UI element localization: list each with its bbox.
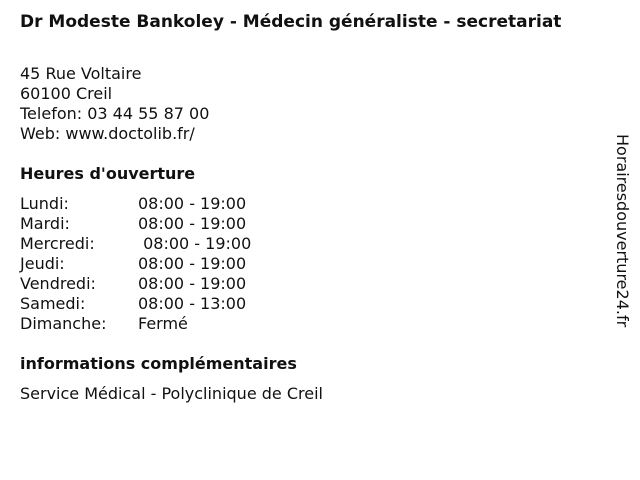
time-value: 08:00 - 19:00 [138, 254, 247, 273]
day-label: Vendredi: [20, 274, 96, 293]
address-city: 60100 Creil [20, 84, 113, 103]
opening-hours-table [20, 194, 251, 334]
day-label: Mardi: [20, 214, 70, 233]
hours-row-monday [20, 194, 251, 214]
time-value: 08:00 - 19:00 [138, 194, 247, 213]
site-watermark: Horairesdouverture24.fr [613, 134, 632, 328]
hours-row-thursday [20, 254, 251, 274]
address-street: 45 Rue Voltaire [20, 64, 142, 83]
hours-row-saturday [20, 294, 251, 314]
hours-row-sunday [20, 314, 251, 334]
hours-row-wednesday [20, 234, 251, 254]
time-value: 08:00 - 19:00 [138, 214, 247, 233]
website-link: Web: www.doctolib.fr/ [20, 124, 195, 143]
time-value: 08:00 - 13:00 [138, 294, 247, 313]
opening-hours-heading: Heures d'ouverture [20, 164, 196, 183]
additional-info-text: Service Médical - Polyclinique de Creil [20, 384, 323, 403]
day-label: Lundi: [20, 194, 69, 213]
day-label: Jeudi: [20, 254, 65, 273]
hours-row-tuesday [20, 214, 251, 234]
address-block [20, 64, 209, 144]
page-title: Dr Modeste Bankoley - Médecin généraliste - secretariat [20, 12, 562, 32]
phone-number: Telefon: 03 44 55 87 00 [20, 104, 210, 123]
day-label: Mercredi: [20, 234, 95, 253]
time-value: 08:00 - 19:00 [138, 274, 247, 293]
day-label: Samedi: [20, 294, 86, 313]
hours-row-friday [20, 274, 251, 294]
day-label: Dimanche: [20, 314, 107, 333]
additional-info-heading: informations complémentaires [20, 354, 297, 373]
time-value: 08:00 - 19:00 [138, 234, 252, 253]
time-value: Fermé [138, 314, 188, 333]
